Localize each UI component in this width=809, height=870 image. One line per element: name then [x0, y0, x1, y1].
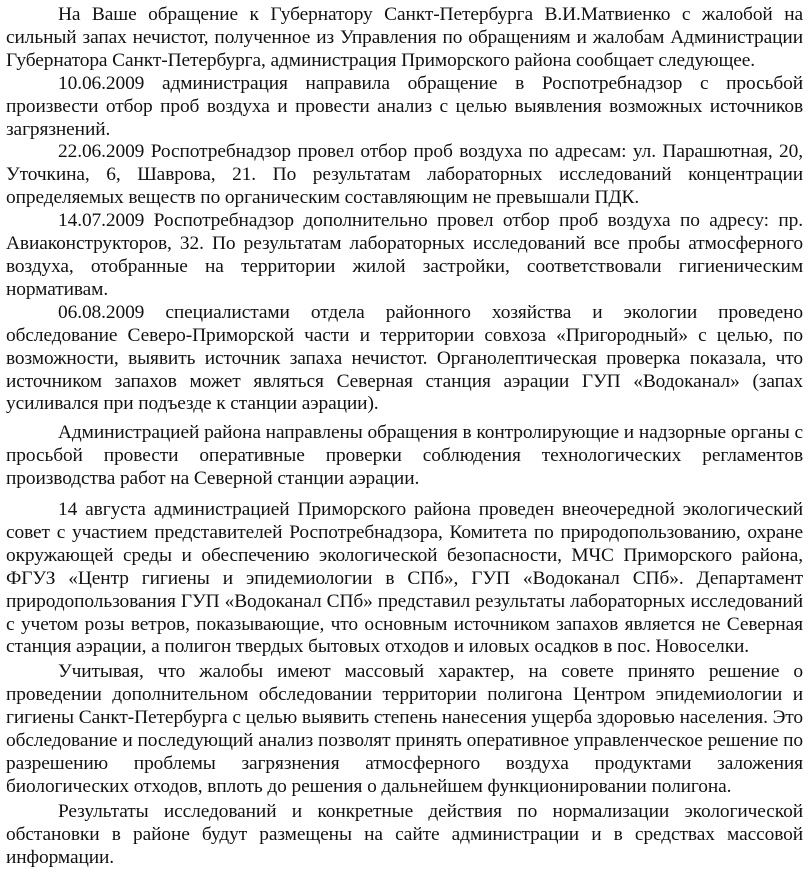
paragraph-2009-07-14: 14.07.2009 Роспотребнадзор дополнительно провел отбор проб воздуха по адресу: пр. Авиаконструкторов, 32. По результатам лабораторных исследований все пробы атмосферного воздуха, отобранные на территории жилой застройки, соответствовали гигиеническим нормативам.	[6, 210, 803, 300]
paragraph-results: Результаты исследований и конкретные действия по нормализации экологической обстановки в районе будут размещены на сайте администрации и в средствах массовой информации.	[6, 800, 803, 868]
paragraph-2009-06-22: 22.06.2009 Роспотребнадзор провел отбор проб воздуха по адресам: ул. Парашютная, 20, Уточкина, 6, Шаврова, 21. По результатам лабораторных исследований концентрации определяемых веществ по органическим составляющим не превышали ПДК.	[6, 141, 803, 209]
paragraph-eco-council: 14 августа администрацией Приморского района проведен внеочередной экологический совет с участием представителей Роспотребнадзора, Комитета по природопользованию, охране окружающей среды и обеспечению экологической безопасности, МЧС Приморского района, ФГУЗ «Центр гигиены и эпидемиологии в СПб», ГУП «Водоканал СПб». Департамент природопользования ГУП «Водоканал СПб» представил результаты лабораторных исследований с учетом розы ветров, показывающие, что основным источником запахов является не Северная станция аэрации, а полигон твердых бытовых отходов и иловых осадков в пос. Новоселки.	[6, 499, 803, 658]
paragraph-intro: На Ваше обращение к Губернатору Санкт-Петербурга В.И.Матвиенко с жалобой на сильный запах нечистот, полученное из Управления по обращениям и жалобам Администрации Губернатора Санкт-Петербурга, администрация Приморского района сообщает следующее.	[6, 4, 803, 71]
paragraph-2009-06-10: 10.06.2009 администрация направила обращение в Роспотребнадзор с просьбой произвести отбор проб воздуха и провести анализ с целью выявления возможных источников загрязнений.	[6, 72, 803, 140]
paragraph-decision: Учитывая, что жалобы имеют массовый характер, на совете принято решение о проведении дополнительном обследовании территории полигона Центром эпидемиологии и гигиены Санкт-Петербурга с целью выявить степень нанесения ущерба здоровью населения. Это обследование и последующий анализ позволят принять оперативное управленческое решение по разрешению проблемы загрязнения атмосферного воздуха продуктами заложения биологических отходов, вплоть до решения о дальнейшем функционировании полигона.	[6, 661, 803, 797]
paragraph-2009-08-06: 06.08.2009 специалистами отдела районного хозяйства и экологии проведено обследование Северо-Приморской части и территории совхоза «Пригородный» с целью, по возможности, выявить источник запаха нечистот. Органолептическая проверка показала, что источником запахов может являться Северная станция аэрации ГУП «Водоканал» (запах усиливался при подъезде к станции аэрации).	[6, 301, 803, 415]
paragraph-inspections: Администрацией района направлены обращения в контролирующие и надзорные органы с просьбой провести оперативные проверки соблюдения технологических регламентов производства работ на Северной станции аэрации.	[6, 422, 803, 490]
